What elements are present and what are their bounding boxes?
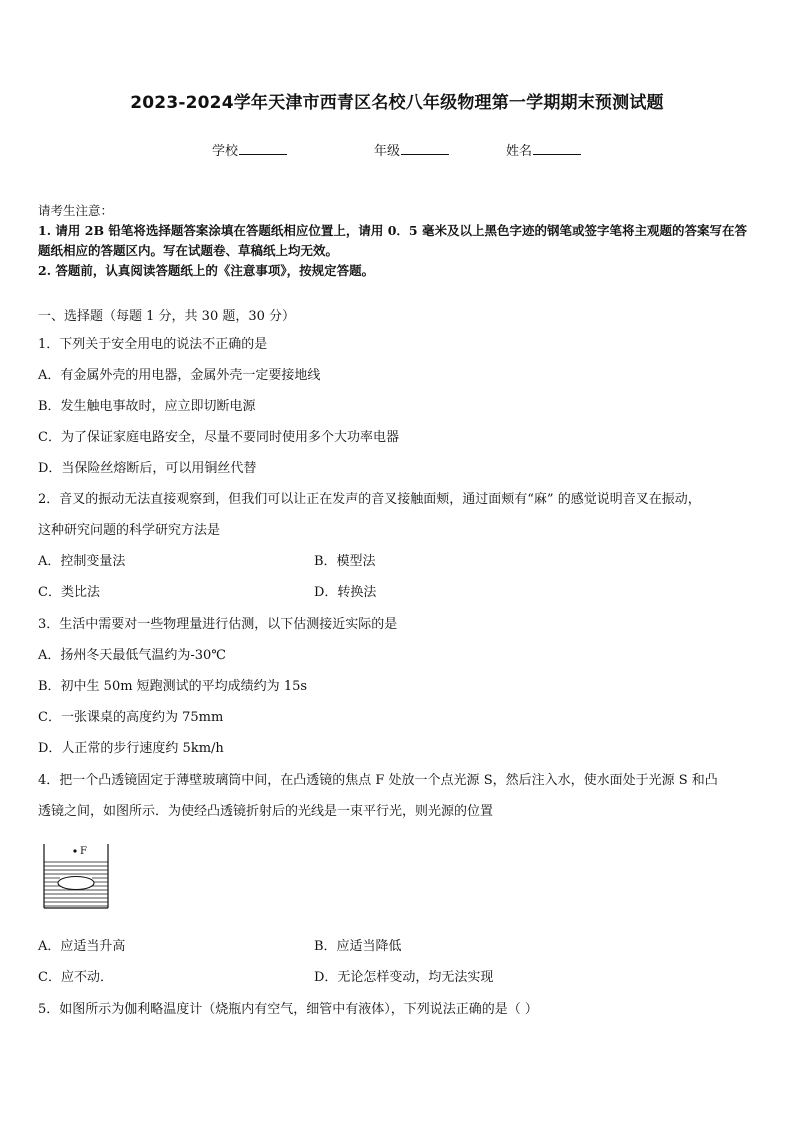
q1-option-b: B．发生触电事故时，应立即切断电源 xyxy=(38,399,256,414)
convex-lens xyxy=(58,877,94,890)
name-blank xyxy=(533,142,581,155)
grade-blank xyxy=(401,142,449,155)
q1-option-c: C．为了保证家庭电路安全，尽量不要同时使用多个大功率电器 xyxy=(38,430,399,445)
notice-item-2: 2. 答题前，认真阅读答题纸上的《注意事项》，按规定答题。 xyxy=(38,263,375,278)
notice-heading: 请考生注意： xyxy=(38,203,114,218)
q4-stem-line1: 4．把一个凸透镜固定于薄壁玻璃筒中间，在凸透镜的焦点 F 处放一个点光源 S，然后注入水，使水面处于光源 S 和凸 xyxy=(38,773,718,788)
q5-stem: 5．如图所示为伽利略温度计（烧瓶内有空气，细管中有液体），下列说法正确的是（ ） xyxy=(38,1002,538,1017)
q4-option-d: D．无论怎样变动，均无法实现 xyxy=(314,970,494,985)
school-label: 学校 xyxy=(212,144,239,159)
q4-option-c: C．应不动． xyxy=(38,970,113,985)
q3-stem: 3．生活中需要对一些物理量进行估测，以下估测接近实际的是 xyxy=(38,617,398,632)
q3-option-c: C．一张课桌的高度约为 75mm xyxy=(38,710,224,725)
q2-stem-line2: 这种研究问题的科学研究方法是 xyxy=(38,523,221,538)
glass-tube-figure xyxy=(40,842,112,912)
q2-option-b: B．模型法 xyxy=(314,554,376,569)
grade-label: 年级 xyxy=(374,144,401,159)
notice-block xyxy=(38,201,758,281)
q3-option-b: B．初中生 50m 短跑测试的平均成绩约为 15s xyxy=(38,679,308,694)
name-field xyxy=(506,140,581,159)
notice-item-1: 1. 请用 2B 铅笔将选择题答案涂填在答题纸相应位置上，请用 0．5 毫米及以上黑色字迹的钢笔或签字笔将主观题的答案写在答题纸相应的答题区内。写在试题卷、草稿纸上均无效。 xyxy=(38,223,747,258)
school-blank xyxy=(239,142,287,155)
q4-stem-line2: 透镜之间，如图所示．为使经凸透镜折射后的光线是一束平行光，则光源的位置 xyxy=(38,804,494,819)
focus-label: F xyxy=(80,846,87,857)
school-field xyxy=(212,140,287,159)
q3-option-a: A．扬州冬天最低气温约为-30℃ xyxy=(38,648,226,663)
q3-option-d: D．人正常的步行速度约 5km/h xyxy=(38,741,224,756)
q4-option-b: B．应适当降低 xyxy=(314,939,402,954)
q4-option-a: A．应适当升高 xyxy=(38,939,126,954)
q1-option-d: D．当保险丝熔断后，可以用铜丝代替 xyxy=(38,461,257,476)
page-title: 2023-2024学年天津市西青区名校八年级物理第一学期期末预测试题 xyxy=(130,93,664,113)
q1-stem: 1．下列关于安全用电的说法不正确的是 xyxy=(38,337,268,352)
q1-option-a: A．有金属外壳的用电器，金属外壳一定要接地线 xyxy=(38,368,321,383)
q2-option-c: C．类比法 xyxy=(38,585,100,600)
q2-option-d: D．转换法 xyxy=(314,585,377,600)
name-label: 姓名 xyxy=(506,144,533,159)
grade-field xyxy=(374,140,449,159)
q2-option-a: A．控制变量法 xyxy=(38,554,126,569)
q2-stem-line1: 2．音叉的振动无法直接观察到，但我们可以让正在发声的音叉接触面颊，通过面颊有“麻” 的感觉说明音叉在振动， xyxy=(38,492,701,507)
section-heading: 一、选择题（每题 1 分，共 30 题，30 分） xyxy=(38,309,296,324)
